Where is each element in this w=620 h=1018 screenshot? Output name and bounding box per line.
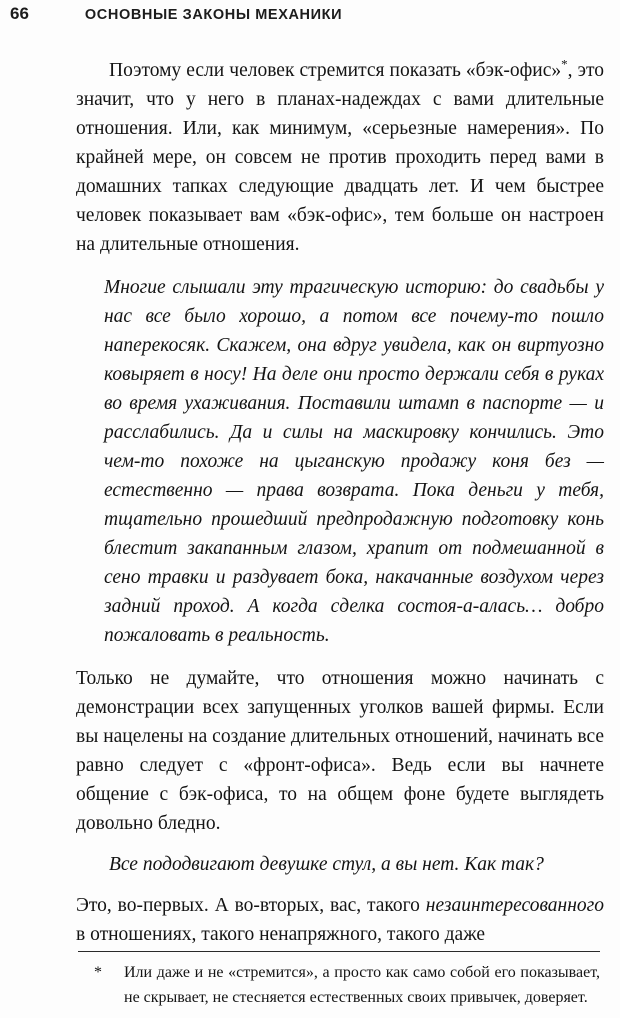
chapter-title: ОСНОВНЫЕ ЗАКОНЫ МЕХАНИКИ [84, 7, 343, 23]
page-number: 66 [10, 4, 29, 23]
paragraph-3-text-before: Это, во-первых. А во-вторых, вас, такого [76, 895, 426, 916]
footnote-body [78, 960, 600, 1010]
blockquote-story: Многие слышали эту трагическую историю: до свадьбы у нас все было хорошо, а потом все почему-то пошло наперекосяк. Скажем, она вдруг увидела, как он виртуозно ковыряет в носу! На деле они просто держали себя в руках во время ухаживания. Поставили штамп в паспорте — и расслабились. Да и силы на маскировку кончились. Это чем-то похоже на цыганскую продажу коня без — естественно — права возврата. Пока деньги у тебя, тщательно прошедший предпродажную подготовку конь блестит закапанным глазом, храпит от подмешанной в сено травки и раздувает бока, накачанные воздухом через задний проход. А когда сделка состоя-а-алась… добро пожаловать в реальность. [104, 277, 604, 646]
paragraph-1 [76, 56, 604, 259]
paragraph-1-text-before: Поэтому если человек стремится показать «бэк-офис» [109, 60, 562, 81]
body-text [76, 56, 604, 949]
footnote-reference-marker: * [561, 56, 568, 72]
paragraph-3 [76, 891, 604, 949]
paragraph-3-text-after: в отношениях, такого ненапряжного, такого даже [76, 924, 486, 945]
footnote-text: Или даже и не «стремится», а просто как само собой его показывает, не скрывает, не стесняется естественных своих привычек, доверяет. [124, 964, 600, 1006]
paragraph-3-emphasis: незаинтересованного [425, 895, 604, 916]
footnote-marker: * [94, 964, 102, 981]
footnote-divider [78, 951, 600, 952]
footnote [78, 951, 600, 1010]
paragraph-1-text-after: , это значит, что у него в планах-надеждах с вами длительные отношения. Или, как минимум, «серьезные намерения». По крайней мере, он совсем не против проходить перед вами в домашних тапках следующие двадцать лет. И чем быстрее человек показывает вам «бэк-офис», тем больше он настроен на длительные отношения. [76, 60, 604, 255]
running-header [10, 4, 604, 24]
paragraph-2: Только не думайте, что отношения можно начинать с демонстрации всех запущенных уголков вашей фирмы. Если вы нацелены на создание длительных отношений, начинать все равно следует с «фронт-офиса». Ведь если вы начнете общение с бэк-офиса, то на общем фоне будете выглядеть довольно бледно. [76, 668, 604, 834]
italic-quote-line: Все пододвигают девушке стул, а вы нет. Как так? [109, 854, 544, 875]
